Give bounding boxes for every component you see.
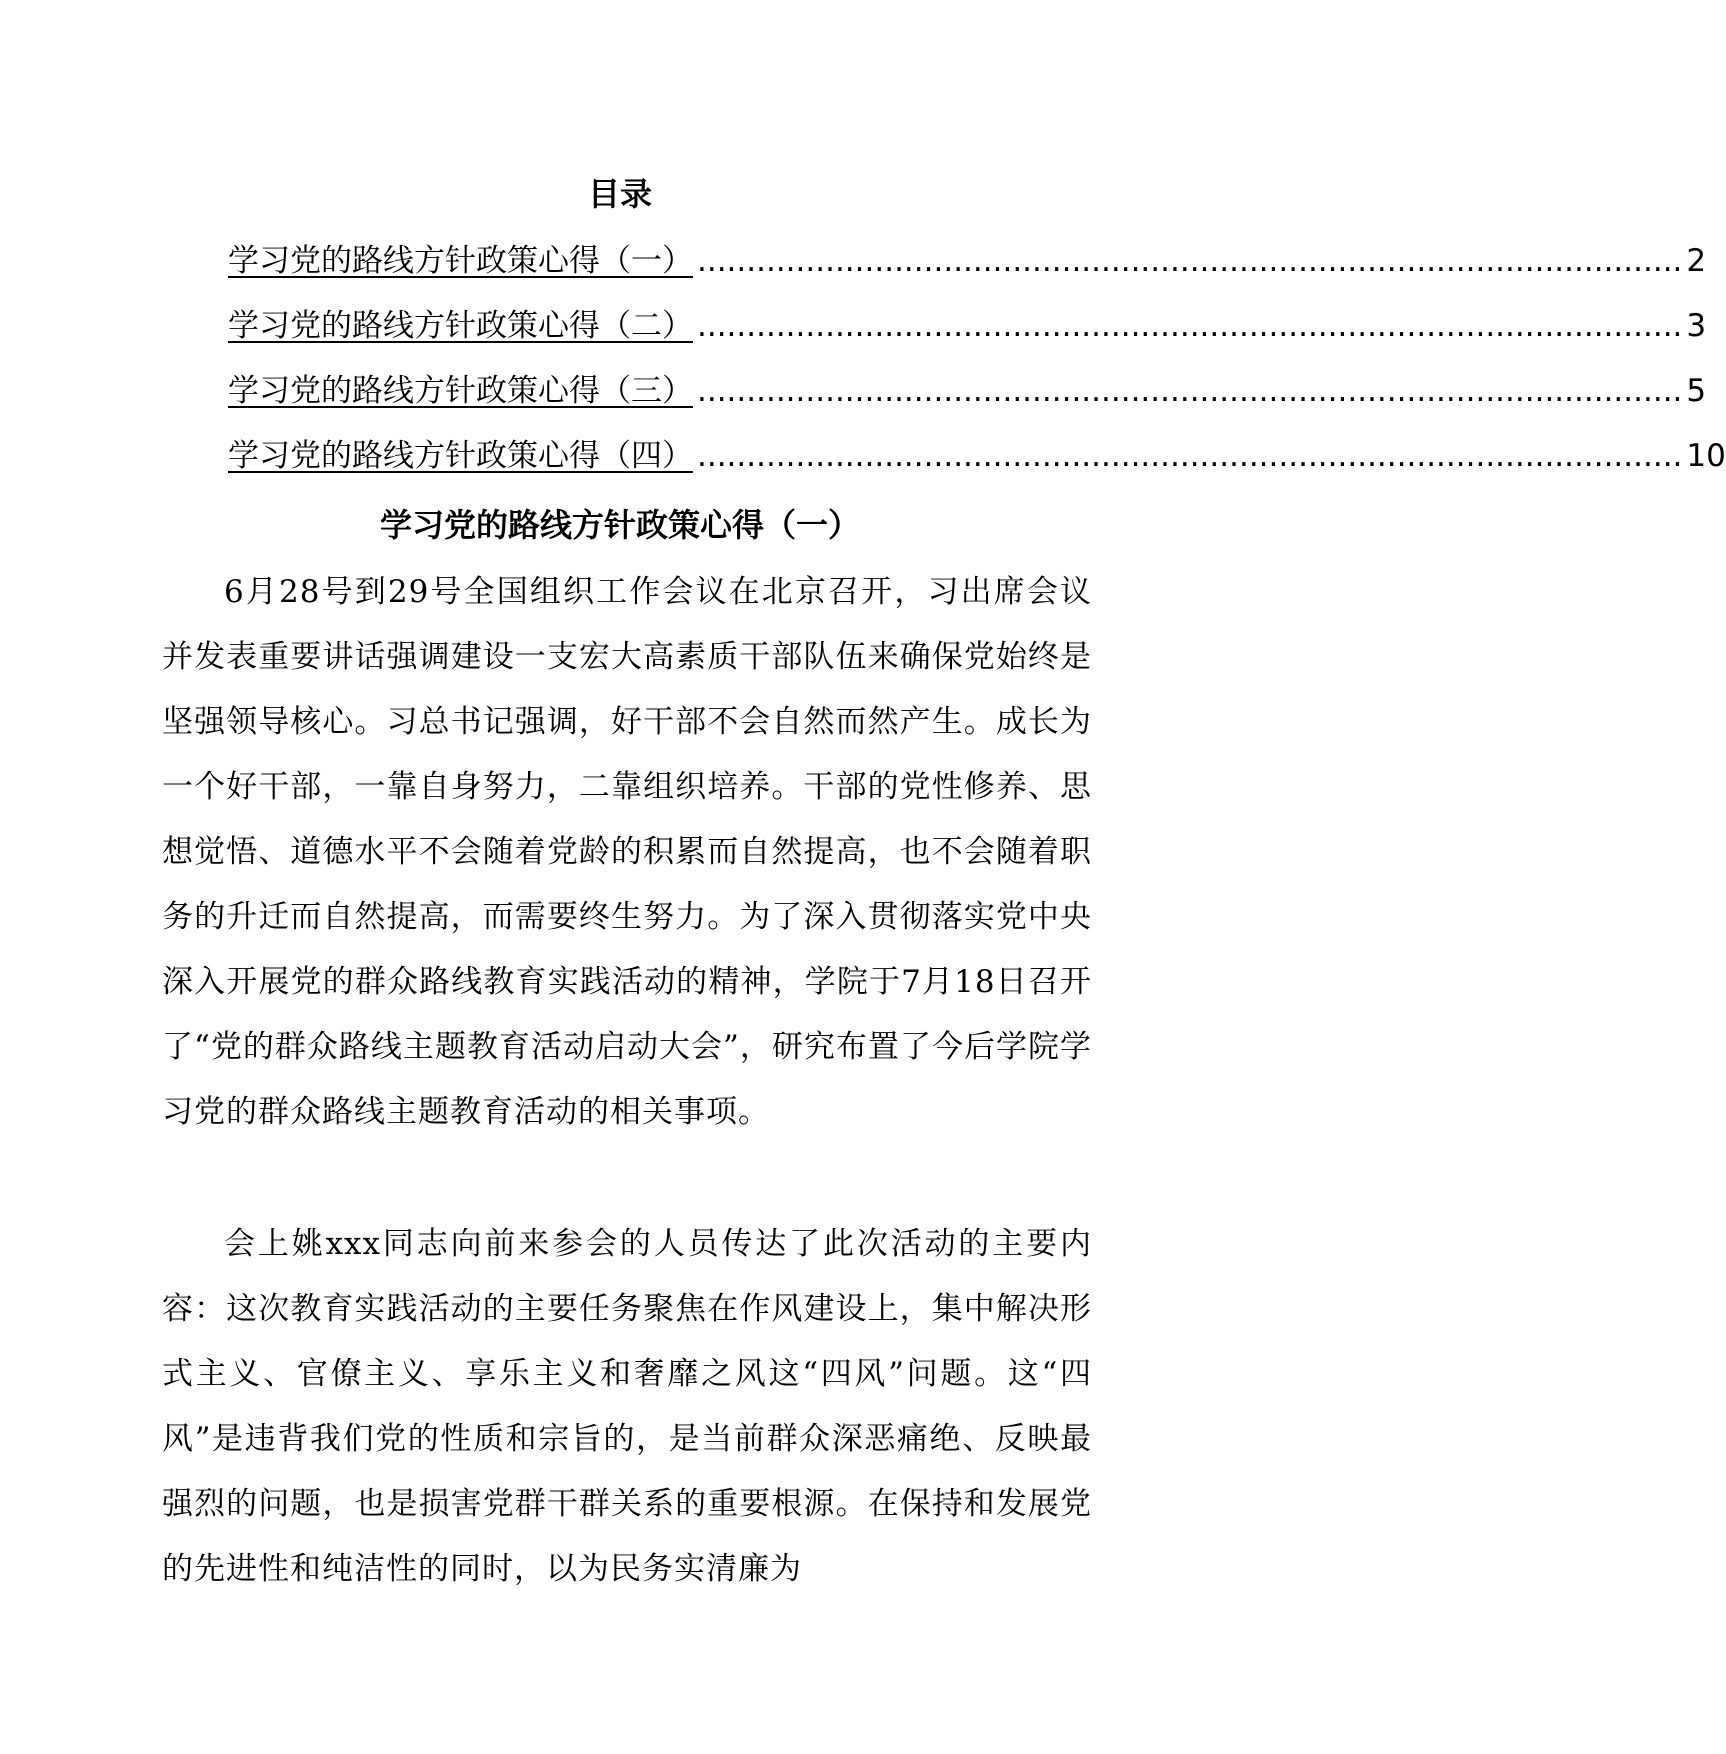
toc-leader-dots: .................................................................................................... — [697, 308, 1683, 344]
body-paragraph-1: 6月28号到29号全国组织工作会议在北京召开，习出席会议并发表重要讲话强调建设一支宏大高素质干部队伍来确保党始终是坚强领导核心。习总书记强调，好干部不会自然而然产生。成长为一个好干部，一靠自身努力，二靠组织培养。干部的党性修养、思想觉悟、道德水平不会随着党龄的积累而自然提高，也不会随着职务的升迁而自然提高，而需要终生努力。为了深入贯彻落实党中央深入开展党的群众路线教育实践活动的精神，学院于7月18日召开了“党的群众路线主题教育活动启动大会”，研究布置了今后学院学习党的群众路线主题教育活动的相关事项。 — [162, 574, 1092, 1130]
toc-page-number: 10 — [1686, 438, 1726, 474]
toc-entry-text[interactable]: 学习党的路线方针政策心得（四） — [228, 438, 693, 474]
toc-entry-4[interactable] — [228, 431, 1726, 496]
toc-leader-dots: .................................................................................................... — [697, 373, 1683, 409]
section-heading: 学习党的路线方针政策心得（一） — [379, 506, 860, 544]
toc-page-number: 2 — [1686, 243, 1707, 279]
toc-page-number: 5 — [1686, 373, 1707, 409]
toc-leader-dots: .................................................................................................... — [697, 243, 1683, 279]
toc-entry-1[interactable] — [228, 236, 1707, 301]
table-of-contents — [228, 236, 1726, 496]
toc-entry-2[interactable] — [228, 301, 1707, 366]
toc-entry-text[interactable]: 学习党的路线方针政策心得（三） — [228, 373, 693, 409]
toc-entry-3[interactable] — [228, 366, 1707, 431]
toc-title: 目录 — [587, 175, 652, 213]
toc-leader-dots: .................................................................................................... — [697, 438, 1683, 474]
toc-entry-text[interactable]: 学习党的路线方针政策心得（二） — [228, 308, 693, 344]
toc-page-number: 3 — [1686, 308, 1707, 344]
toc-entry-text[interactable]: 学习党的路线方针政策心得（一） — [228, 243, 693, 279]
body-paragraph-2: 会上姚xxx同志向前来参会的人员传达了此次活动的主要内容：这次教育实践活动的主要任务聚焦在作风建设上，集中解决形式主义、官僚主义、享乐主义和奢靡之风这“四风”问题。这“四风”是违背我们党的性质和宗旨的，是当前群众深恶痛绝、反映最强烈的问题，也是损害党群干群关系的重要根源。在保持和发展党的先进性和纯洁性的同时，以为民务实清廉为 — [162, 1226, 1092, 1587]
